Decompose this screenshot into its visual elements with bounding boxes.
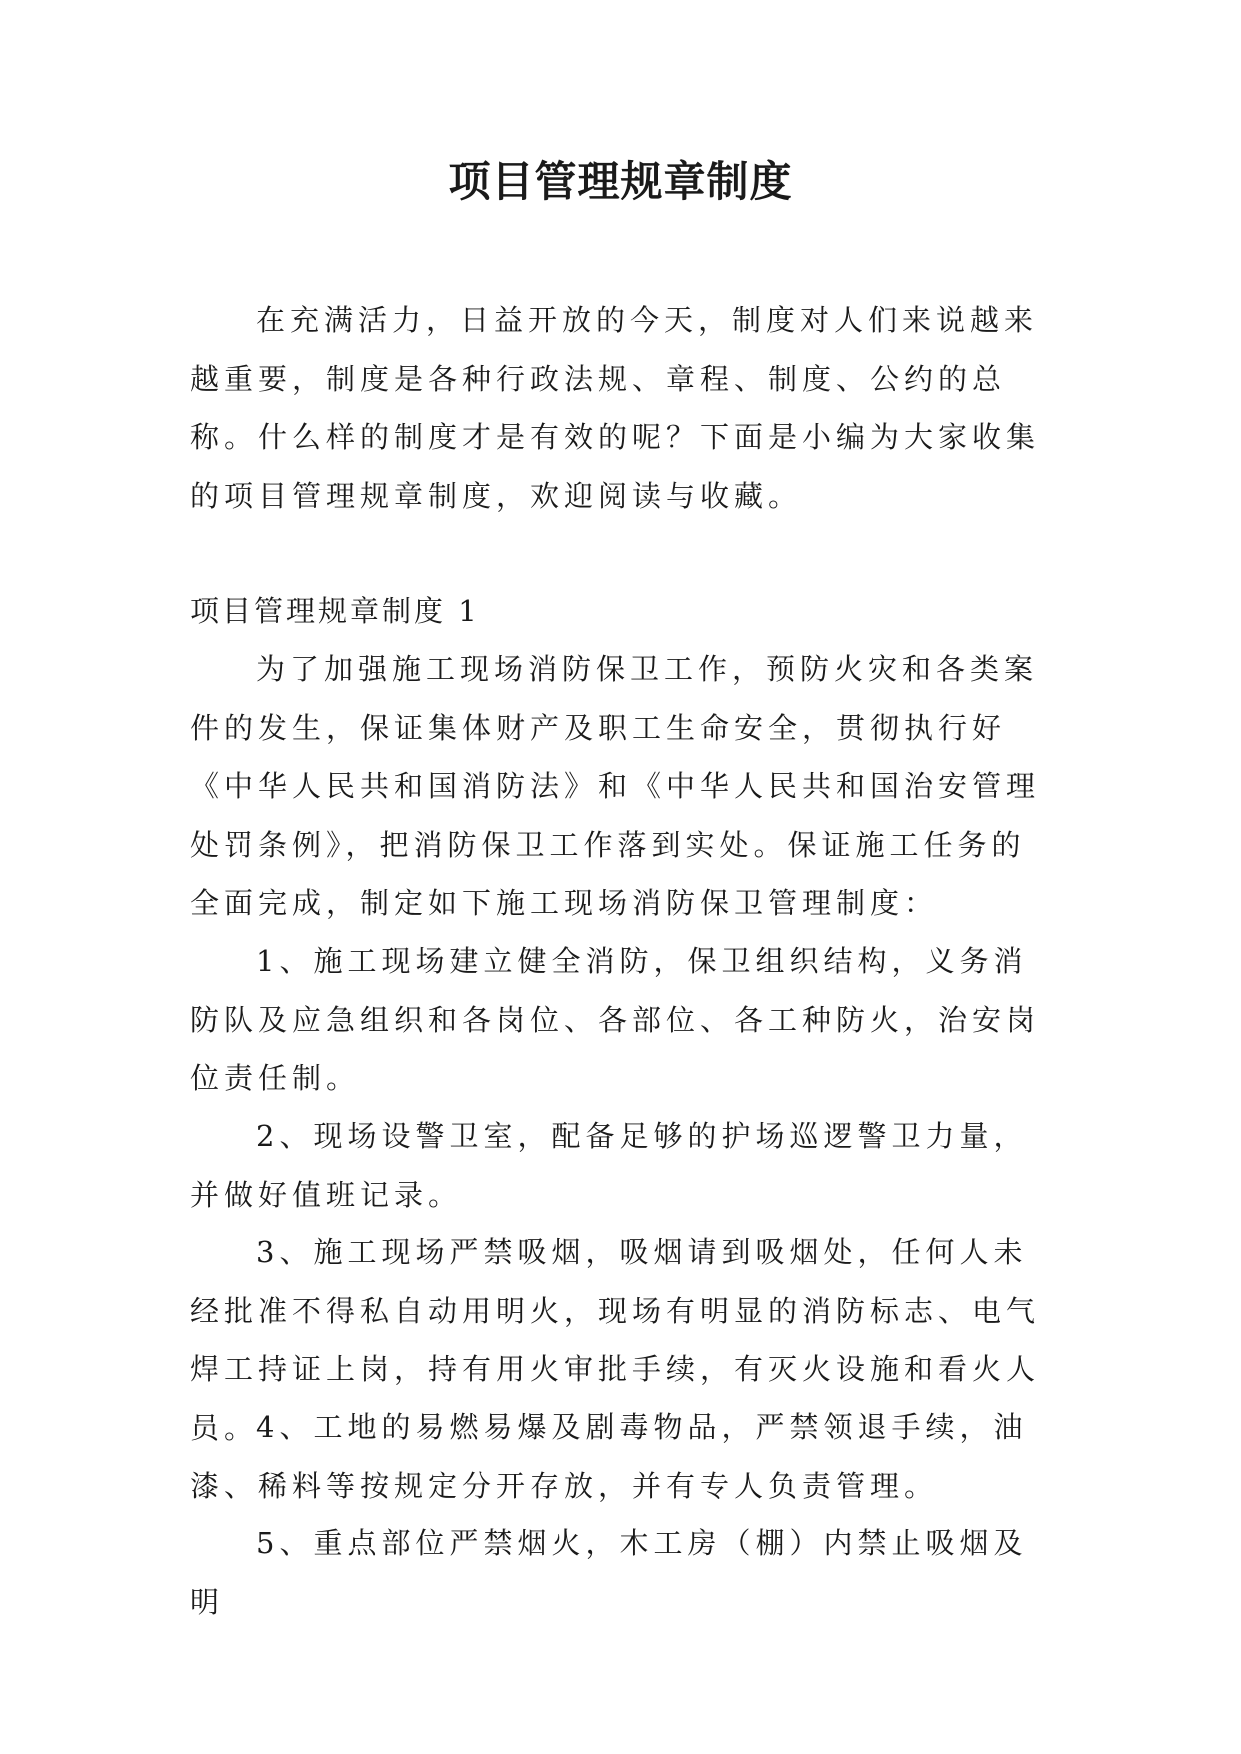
list-item-5: 5、重点部位严禁烟火，木工房（棚）内禁止吸烟及明 xyxy=(190,1526,1028,1619)
section-heading: 项目管理规章制度 1 xyxy=(190,594,480,628)
list-item-3: 3、施工现场严禁吸烟，吸烟请到吸烟处，任何人未经批准不得私自动用明火，现场有明显的消防标志、电气焊工持证上岗，持有用火审批手续，有灭火设施和看火人员。 xyxy=(190,1235,1041,1445)
list-item-2: 2、现场设警卫室，配备足够的护场巡逻警卫力量，并做好值班记录。 xyxy=(190,1119,1028,1212)
intro-paragraph: 在充满活力，日益开放的今天，制度对人们来说越来越重要，制度是各种行政法规、章程、制度、公约的总称。什么样的制度才是有效的呢？下面是小编为大家收集的项目管理规章制度，欢迎阅读与收藏。 xyxy=(190,303,1041,513)
list-item-1: 1、施工现场建立健全消防，保卫组织结构，义务消防队及应急组织和各岗位、各部位、各工种防火，治安岗位责任制。 xyxy=(190,944,1041,1095)
section-paragraph: 为了加强施工现场消防保卫工作，预防火灾和各类案件的发生，保证集体财产及职工生命安全，贯彻执行好《中华人民共和国消防法》和《中华人民共和国治安管理处罚条例》，把消防保卫工作落到实处。保证施工任务的全面完成，制定如下施工现场消防保卫管理制度： xyxy=(190,652,1041,920)
list-item-4: 4、工地的易燃易爆及剧毒物品，严禁领退手续，油漆、稀料等按规定分开存放，并有专人负责管理。 xyxy=(190,1410,1028,1503)
document-title: 项目管理规章制度 xyxy=(448,157,793,206)
